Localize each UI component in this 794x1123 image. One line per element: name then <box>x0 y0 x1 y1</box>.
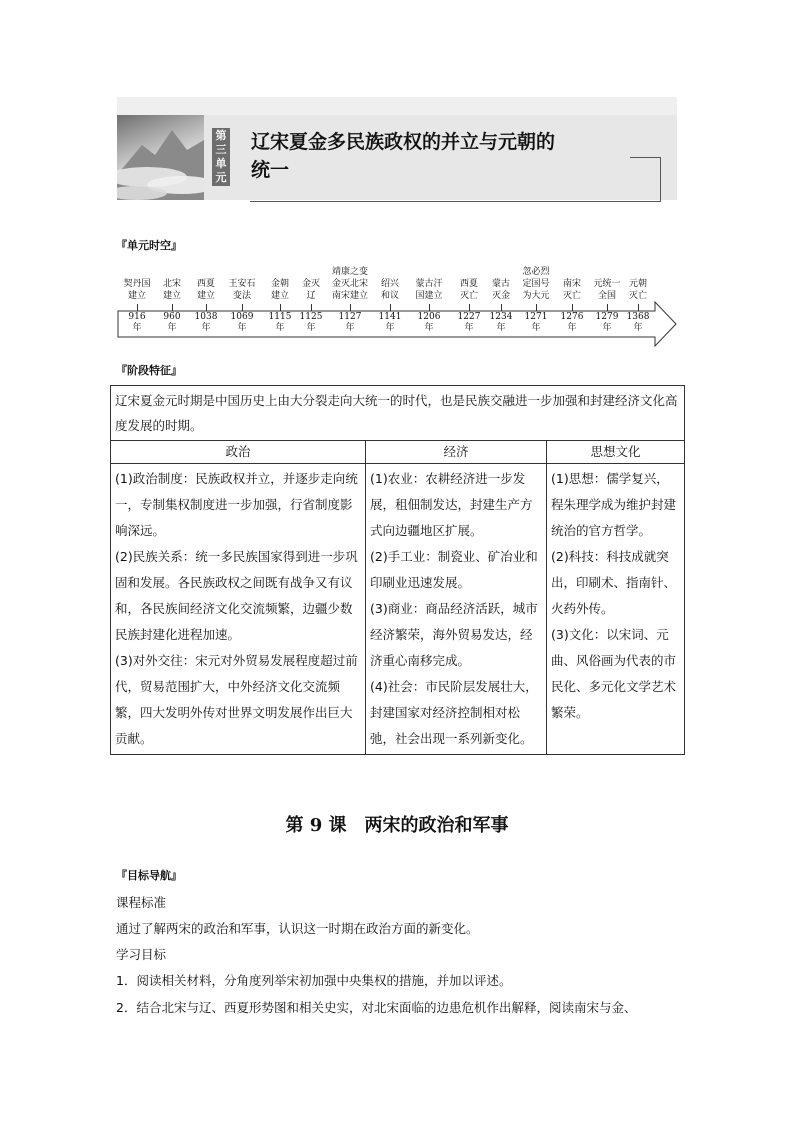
objectives-heading: 学习目标 <box>116 947 167 962</box>
unit-tag-char: 三 <box>215 143 227 156</box>
timeline-year <box>157 312 187 334</box>
timeline-arrow <box>0 0 794 360</box>
timeline-year-suffix: 年 <box>306 323 316 333</box>
timeline-label-line: 西夏 <box>459 279 478 289</box>
header-economy: 经济 <box>366 441 547 464</box>
unit-tag-char: 第 <box>215 129 227 142</box>
objective-item: 2．结合北宋与辽、西夏形势图和相关史实，对北宋面临的边患危机作出解释，阅读南宋与金、 <box>116 1000 637 1015</box>
stage-feature-table <box>110 385 685 755</box>
timeline-event-label <box>409 278 449 302</box>
timeline-year-suffix: 年 <box>132 323 142 333</box>
timeline-year-value: 1127 <box>338 312 362 322</box>
politics-item: (1)政治制度：民族政权并立，并逐步走向统一，专制集权制度进一步加强，行省制度影响深远。 <box>115 471 358 538</box>
timeline-label-line: 元朝 <box>628 279 647 289</box>
politics-item: (3)对外交往：宋元对外贸易发展程度超过前代，贸易范围扩大，中外经济文化交流频繁，四大发明外传对世界文明发展作出巨大贡献。 <box>115 653 358 746</box>
timeline-year-suffix: 年 <box>602 323 612 333</box>
timeline-year-value: 1115 <box>268 312 292 322</box>
timeline-label-line: 元统一 <box>593 279 621 289</box>
timeline-label-line: 忽必烈 <box>522 267 550 277</box>
economy-item: (2)手工业：制瓷业、矿冶业和印刷业迅速发展。 <box>370 549 538 590</box>
unit-tag-char: 单 <box>215 157 227 170</box>
timeline-label-line: 辽 <box>306 291 316 301</box>
timeline-year-suffix: 年 <box>567 323 577 333</box>
timeline-year <box>265 312 295 334</box>
timeline-tick <box>572 304 573 311</box>
timeline-year <box>521 312 551 334</box>
economy-item: (4)社会：市民阶层发展壮大，封建国家对经济控制相对松弛，社会出现一系列新变化。 <box>370 679 538 746</box>
timeline-tick <box>280 304 281 311</box>
timeline-year-value: 1279 <box>595 312 619 322</box>
timeline-label-line: 建立 <box>196 291 215 301</box>
timeline-tick <box>536 304 537 311</box>
timeline-label-line: 和议 <box>380 291 399 301</box>
timeline-tick <box>172 304 173 311</box>
culture-item: (2)科技：科技成就突出，印刷术、指南针、火药外传。 <box>551 549 677 616</box>
timeline-event-label <box>516 266 556 302</box>
timeline-year-value: 1368 <box>626 312 650 322</box>
culture-cell <box>547 464 685 755</box>
timeline-label-line: 西夏 <box>196 279 215 289</box>
timeline-label-line: 王安石 <box>228 279 256 289</box>
culture-item: (3)文化：以宋词、元曲、风俗画为代表的市民化、多元化文学艺术繁荣。 <box>551 627 677 720</box>
course-standard-text: 通过了解两宋的政治和军事，认识这一时期在政治方面的新变化。 <box>116 921 479 936</box>
politics-item: (2)民族关系：统一多民族国家得到进一步巩固和发展。各民族政权之间既有战争又有议和，各民族间经济文化交流频繁，边疆少数民族封建化进程加速。 <box>115 549 358 642</box>
timeline-tick <box>501 304 502 311</box>
timeline-year <box>486 312 516 334</box>
timeline-tick <box>607 304 608 311</box>
objective-item: 1．阅读相关材料，分角度列举宋初加强中央集权的措施，并加以评述。 <box>116 973 512 988</box>
timeline-label-line: 绍兴 <box>380 279 399 289</box>
economy-cell <box>366 464 547 755</box>
timeline-year <box>414 312 444 334</box>
unit-tag-char: 元 <box>215 171 227 184</box>
timeline-label-line: 灭亡 <box>562 291 581 301</box>
timeline-label-line: 灭金 <box>491 291 510 301</box>
timeline-tick <box>469 304 470 311</box>
timeline-label-line: 南宋建立 <box>331 291 368 301</box>
timeline-year <box>623 312 653 334</box>
timeline-event-label <box>481 278 521 302</box>
timeline-year-suffix: 年 <box>385 323 395 333</box>
timeline-label-line: 契丹国 <box>123 279 151 289</box>
section-label-timeline: 『单元时空』 <box>116 239 182 252</box>
timeline-year <box>592 312 622 334</box>
timeline-label-line: 金灭 <box>301 279 320 289</box>
course-standard-heading: 课程标准 <box>116 895 167 910</box>
timeline-event-label <box>618 278 658 302</box>
timeline-event-label <box>552 278 592 302</box>
timeline-event-label <box>222 278 262 302</box>
timeline-event-label <box>330 266 370 302</box>
timeline-event-label <box>370 278 410 302</box>
timeline-label-line: 建立 <box>270 291 289 301</box>
timeline-year <box>335 312 365 334</box>
timeline-tick <box>311 304 312 311</box>
timeline-year-suffix: 年 <box>464 323 474 333</box>
timeline-year-suffix: 年 <box>345 323 355 333</box>
timeline-year-value: 1276 <box>560 312 584 322</box>
timeline-label-line: 灭亡 <box>628 291 647 301</box>
timeline-year <box>227 312 257 334</box>
timeline <box>0 0 794 360</box>
timeline-year-suffix: 年 <box>633 323 643 333</box>
header-politics: 政治 <box>111 441 366 464</box>
timeline-year-value: 960 <box>163 312 181 322</box>
timeline-year <box>122 312 152 334</box>
lesson-title: 第 9 课 两宋的政治和军事 <box>285 815 509 836</box>
timeline-year-value: 1271 <box>524 312 548 322</box>
header-culture: 思想文化 <box>547 441 685 464</box>
timeline-year-suffix: 年 <box>496 323 506 333</box>
timeline-label-line: 北宋 <box>162 279 181 289</box>
section-label-goals: 『目标导航』 <box>116 869 182 882</box>
timeline-year-suffix: 年 <box>201 323 211 333</box>
timeline-label-line: 灭亡 <box>459 291 478 301</box>
timeline-year-value: 1206 <box>417 312 441 322</box>
timeline-year-suffix: 年 <box>275 323 285 333</box>
economy-item: (1)农业：农耕经济进一步发展，租佃制发达，封建生产方式向边疆地区扩展。 <box>370 471 533 538</box>
timeline-year <box>454 312 484 334</box>
timeline-label-line: 全国 <box>597 291 616 301</box>
timeline-tick <box>137 304 138 311</box>
timeline-year-value: 1125 <box>299 312 323 322</box>
timeline-label-line: 南宋 <box>562 279 581 289</box>
timeline-label-line: 为大元 <box>522 291 550 301</box>
timeline-year-value: 916 <box>128 312 146 322</box>
economy-item: (3)商业：商品经济活跃，城市经济繁荣，海外贸易发达，经济重心南移完成。 <box>370 601 538 668</box>
timeline-tick <box>429 304 430 311</box>
timeline-label-line: 金朝 <box>270 279 289 289</box>
timeline-year <box>557 312 587 334</box>
timeline-tick <box>390 304 391 311</box>
timeline-label-line: 蒙古汗 <box>415 279 443 289</box>
timeline-label-line: 国建立 <box>415 291 443 301</box>
timeline-year-suffix: 年 <box>237 323 247 333</box>
timeline-year-value: 1141 <box>378 312 402 322</box>
unit-title-line1: 辽宋夏金多民族政权的并立与元朝的 <box>251 131 556 153</box>
culture-item: (1)思想：儒学复兴，程朱理学成为维护封建统治的官方哲学。 <box>551 471 677 538</box>
timeline-year-value: 1038 <box>194 312 218 322</box>
timeline-tick <box>350 304 351 311</box>
stage-intro: 辽宋夏金元时期是中国历史上由大分裂走向大统一的时代，也是民族交融进一步加强和封建经济文化高度发展的时期。 <box>111 386 685 441</box>
timeline-label-line: 蒙古 <box>491 279 510 289</box>
timeline-tick <box>242 304 243 311</box>
timeline-year-value: 1234 <box>489 312 513 322</box>
timeline-event-label <box>291 278 331 302</box>
timeline-year <box>296 312 326 334</box>
timeline-event-label <box>117 278 157 302</box>
timeline-year-suffix: 年 <box>167 323 177 333</box>
timeline-label-line: 定国号 <box>522 279 550 289</box>
timeline-tick <box>206 304 207 311</box>
timeline-event-label <box>186 278 226 302</box>
timeline-label-line: 金灭北宋 <box>331 279 368 289</box>
timeline-year <box>375 312 405 334</box>
timeline-year-value: 1069 <box>230 312 254 322</box>
timeline-year-suffix: 年 <box>424 323 434 333</box>
timeline-year-value: 1227 <box>457 312 481 322</box>
timeline-year-suffix: 年 <box>531 323 541 333</box>
timeline-label-line: 变法 <box>232 291 251 301</box>
politics-cell <box>111 464 366 755</box>
section-label-stage: 『阶段特征』 <box>116 364 182 377</box>
timeline-label-line: 靖康之变 <box>331 267 368 277</box>
timeline-tick <box>638 304 639 311</box>
unit-title-line2: 统一 <box>251 159 290 181</box>
timeline-label-line: 建立 <box>162 291 181 301</box>
timeline-year <box>191 312 221 334</box>
timeline-label-line: 建立 <box>127 291 146 301</box>
